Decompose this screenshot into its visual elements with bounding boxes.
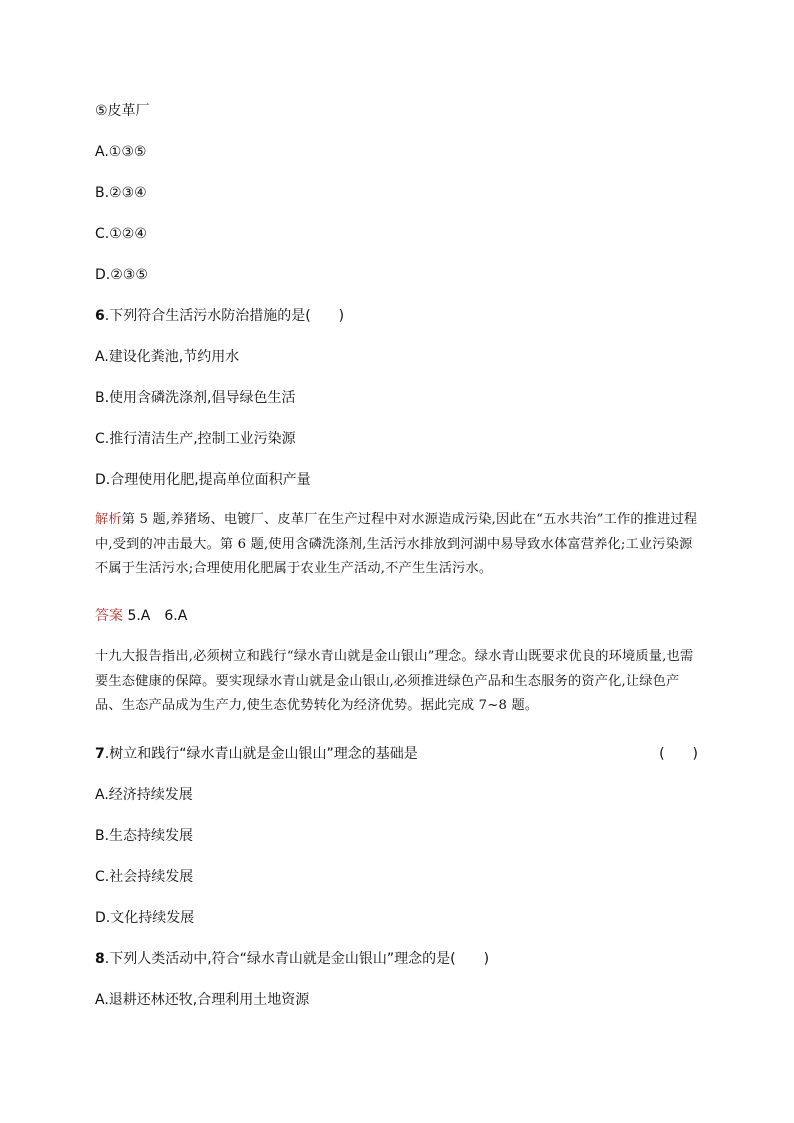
q6-option-a: A.建设化粪池,节约用水 <box>95 349 240 365</box>
answer-text: 5.A 6.A <box>123 608 188 624</box>
q6-option-d: D.合理使用化肥,提高单位面积产量 <box>95 472 311 488</box>
q7-stem-text: .树立和践行“绿水青山就是金山银山”理念的基础是 <box>104 746 418 762</box>
passage: 十九大报告指出,必须树立和践行“绿水青山就是金山银山”理念。绿水青山既要求优良的环境质量,也需要生态健康的保障。要实现绿水青山就是金山银山,必须推进绿色产品和生态服务的资产化,让绿色产品、生态产品成为生产力,使生态优势转化为经济优势。据此完成 7~8 题。 <box>95 649 694 713</box>
answer-label: 答案 <box>95 608 123 624</box>
q5-option-d: D.②③⑤ <box>95 267 148 283</box>
q6-stem-text: .下列符合生活污水防治措施的是( ) <box>104 308 345 324</box>
q6-option-b: B.使用含磷洗涤剂,倡导绿色生活 <box>95 390 296 406</box>
answer-line <box>95 607 187 625</box>
q7-option-b: B.生态持续发展 <box>95 828 194 844</box>
q7-option-c: C.社会持续发展 <box>95 869 194 885</box>
q8-option-a: A.退耕还林还牧,合理利用土地资源 <box>95 992 310 1008</box>
analysis-block <box>95 508 699 582</box>
q7-option-d: D.文化持续发展 <box>95 910 195 926</box>
q5-option-b: B.②③④ <box>95 185 147 201</box>
q7-answer-paren: ( ) <box>659 746 698 762</box>
analysis-label: 解析 <box>95 512 122 527</box>
q7-number: 7 <box>95 746 105 762</box>
q7-stem <box>95 745 418 763</box>
q7-option-a: A.经济持续发展 <box>95 787 193 803</box>
q8-stem-text: .下列人类活动中,符合“绿水青山就是金山银山”理念的是( ) <box>104 951 490 967</box>
analysis-text: 第 5 题,养猪场、电镀厂、皮革厂在生产过程中对水源造成污染,因此在“五水共治”工作的推进过程中,受到的冲击最大。第 6 题,使用含磷洗涤剂,生活污水排放到河湖中易导致水体富营养化;工业污染源不属于生活污水;合理使用化肥属于农业生产活动,不产生生活污水。 <box>95 512 698 576</box>
q8-stem <box>95 950 489 968</box>
q6-stem <box>95 307 344 325</box>
q5-option-c: C.①②④ <box>95 226 147 242</box>
q8-number: 8 <box>95 951 105 967</box>
q5-option-a: A.①③⑤ <box>95 144 147 160</box>
q5-item-5: ⑤皮革厂 <box>95 103 150 119</box>
q6-option-c: C.推行清洁生产,控制工业污染源 <box>95 431 296 447</box>
q6-number: 6 <box>95 308 105 324</box>
